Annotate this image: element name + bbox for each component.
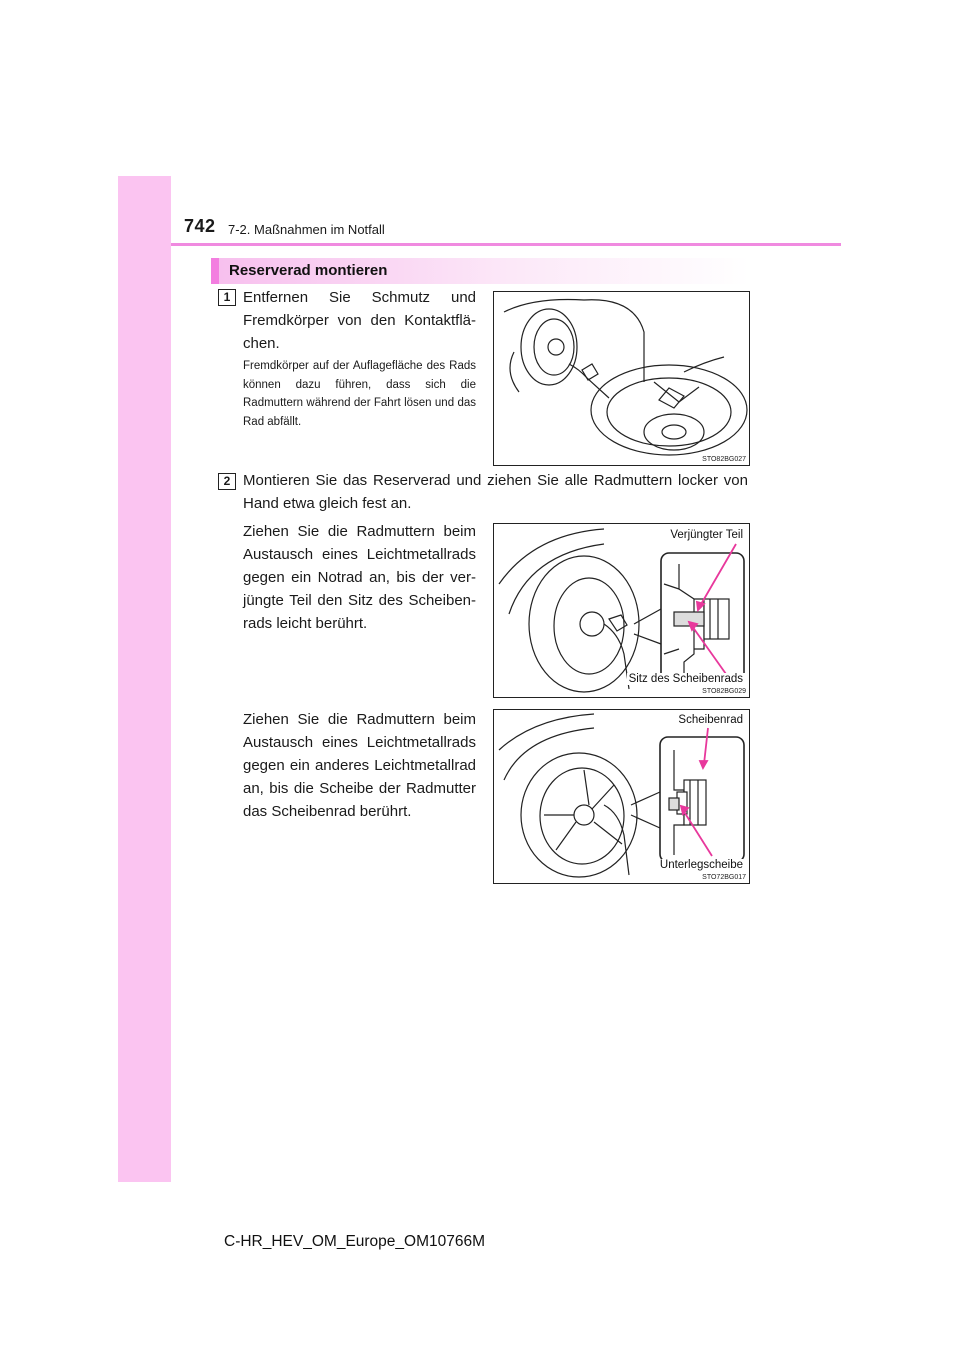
figure-3-code: STO72BG017 (702, 874, 746, 881)
section-heading-text: Reserverad montieren (229, 262, 388, 279)
page-number: 742 (184, 216, 216, 236)
figure-2-label-tapered-part: Verjüngter Teil (670, 529, 743, 541)
step-1-note: Fremdkörper auf der Auflagefläche des Rads können dazu führen, dass sich die Radmuttern während der Fahrt lösen und das Rad abfällt. (243, 360, 476, 428)
figure-1-code: STO82BG027 (702, 456, 746, 463)
step-1-text: Entfernen Sie Schmutz und Fremdkörper von den Kontaktflä-chen. (243, 289, 476, 352)
figure-clean-contact-surfaces (493, 291, 750, 466)
chapter-sidebar-tab (118, 176, 171, 1182)
section-heading (211, 258, 749, 284)
wheel-hub-illustration (494, 292, 749, 465)
header-rule (171, 243, 841, 246)
document-id: C-HR_HEV_OM_Europe_OM10766M (224, 1233, 486, 1250)
compact-spare-illustration (494, 524, 749, 697)
alloy-wheel-illustration (494, 710, 749, 883)
figure-3-label-disc-wheel: Scheibenrad (678, 714, 743, 726)
figure-2-code: STO82BG029 (702, 688, 746, 695)
step-number-2: 2 (218, 473, 236, 490)
step-2-text: Montieren Sie das Reserverad und ziehen Sie alle Radmuttern locker von Hand etwa gleich fest an. (243, 472, 748, 512)
step-number-1: 1 (218, 289, 236, 306)
figure-alloy-wheel-nut (493, 709, 750, 884)
figure-3-label-washer: Unterlegscheibe (659, 859, 743, 871)
step-2-sub-2-text: Ziehen Sie die Radmuttern beim Austausch eines Leichtmetallrads gegen ein anderes Leichtmetallrad an, bis die Scheibe der Radmutter das Scheibenrad berührt. (243, 711, 476, 820)
figure-compact-spare-nut (493, 523, 750, 698)
step-2-sub-1-text: Ziehen Sie die Radmuttern beim Austausch eines Leichtmetallrads gegen ein Notrad an, bis der ver-jüngte Teil den Sitz des Scheiben-rads leicht berührt. (243, 523, 476, 632)
chapter-title: 7-2. Maßnahmen im Notfall (228, 222, 385, 237)
figure-2-label-disc-wheel-seat: Sitz des Scheibenrads (628, 673, 743, 685)
